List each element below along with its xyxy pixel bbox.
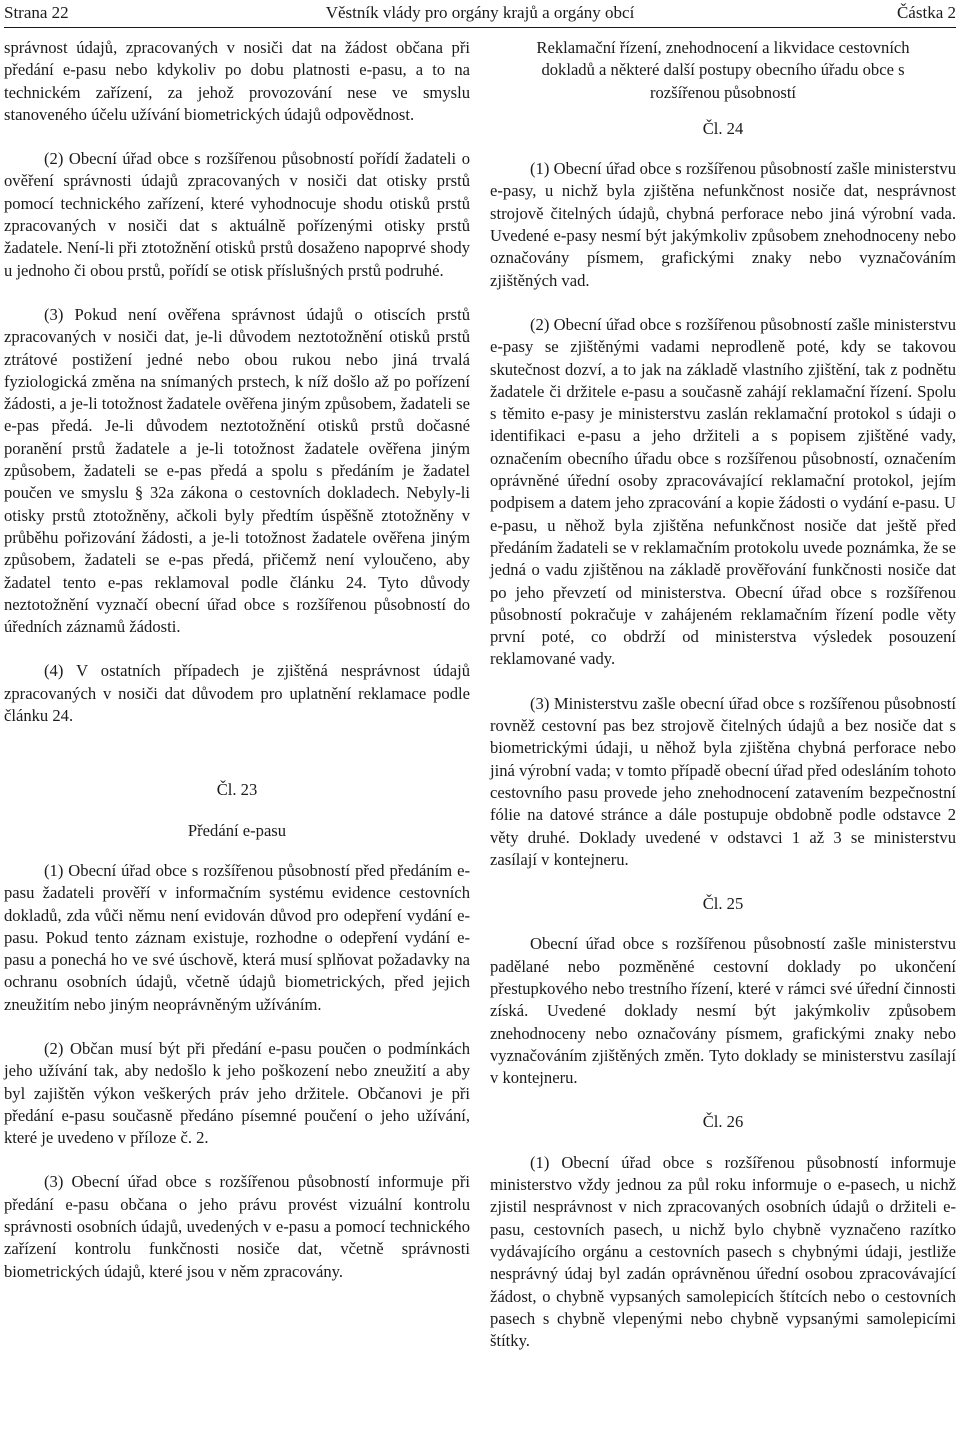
left-column [4,37,470,1305]
article-25-heading: Čl. 25 [702,894,744,914]
article-26-heading: Čl. 26 [702,1112,744,1132]
paragraph-22-4: (4) V ostatních případech je zjištěná nesprávnost údajů zpracovaných v nosiči dat důvodem pro uplatnění reklamace podle článku 24. [4,661,470,726]
issue-number: Částka 2 [896,3,956,22]
paragraph-24-3: (3) Ministerstvu zašle obecní úřad obce s rozšířenou působností rovněž cestovní pas bez strojově čitelných údajů a bez nosiče dat s biometrickými údaji, u něhož byla zjištěna chybná perforace nebo jiná výrobní vada; v tomto případě obecní úřad před odesláním tohoto cestovního pasu provede jeho znehodnocení zatavením bezpečnostní fólie na datové stránce a dále postupuje obdobně podle odstavce 2 věty druhé. Doklady uvedené v odstavci 1 až 3 se ministerstvu zasílají v kontejneru. [490,693,956,869]
right-column [490,37,956,1374]
paragraph-23-1: (1) Obecní úřad obce s rozšířenou působností před předáním e-pasu žadateli prověří v informačním systému evidence cestovních dokladů, zda vůči němu není evidován důvod pro odepření vydání e-pasu. Pokud tento záznam existuje, rozhodne o odepření vydání e-pasu a ponechá ho ve své úschově, která musí splňovat požadavky na ochranu osobních údajů, včetně údajů biometrických, před jejich zneužitím nebo jiným neoprávněným užíváním. [4,860,470,1014]
page-header [0,0,960,30]
paragraph-23-2: (2) Občan musí být při předání e-pasu poučen o podmínkách jeho užívání tak, aby nedošlo k jeho poškození nebo zneužití a aby byl zajištěn výkon veškerých práv jeho držitele. Občanovi je při předání e-pasu současně předáno písemné poučení o jeho užívání, které je uvedeno v příloze č. 2. [4,1038,470,1148]
paragraph-23-3: (3) Obecní úřad obce s rozšířenou působností informuje při předání e-pasu občana o jeho právu provést vizuální kontrolu správnosti osobních údajů, uvedených v e-pasu a pomocí technického zařízení kontrolu funkčnosti nosiče dat, včetně správnosti biometrických údajů, které jsou v něm zpracovány. [4,1172,470,1281]
paragraph-22-3: (3) Pokud není ověřena správnost údajů o otiscích prstů zpracovaných v nosiči dat, je-li důvodem neztotožnění otisků prstů ztrátové postižení jedné nebo obou rukou nebo jiná trvalá fyziologická změna na snímaných prstech, k níž došlo až po pořízení žádosti, a je-li totožnost žadatele ověřena jiným způsobem, žadateli se e-pas předá. Je-li důvodem neztotožnění otisků prstů dočasné poranění prstů žadatele a je-li totožnost žadatele ověřena jiným způsobem, žadateli se e-pas předá a spolu s předáním je žadatel poučen ve smyslu § 32a zákona o cestovních dokladech. Nebyly-li otisky prstů ztotožněny, ačkoli byly předtím úspěšně ztotožněny v průběhu pořizování žádosti, a je-li totožnost žadatele ověřena jiným způsobem, žadateli se e-pas předá, přičemž není vyloučeno, aby žadatel tento e-pas reklamoval podle článku 24. Tyto důvody neztotožnění vyznačí obecní úřad obce s rozšířenou působností do úředních záznamů žádosti. [4,304,470,637]
paragraph-25: Obecní úřad obce s rozšířenou působností zašle ministerstvu padělané nebo pozměněné cestovní doklady po ukončení přestupkového nebo trestního řízení, které v rámci své úřední činnosti získá. Uvedené doklady nesmí být jakýmkoliv způsobem znehodnoceny nebo označovány písmem, grafickými znaky nebo vyznačováním zjištěných změn. Tyto doklady se ministerstvu zasílají v kontejneru. [490,934,956,1088]
article-23-heading: Čl. 23 [216,780,258,800]
section-title: Reklamační řízení, znehodnocení a likvidace cestovních dokladů a některé další postupy obecního úřadu obce s rozšířenou působností [536,38,910,102]
article-23-title: Předání e-pasu [187,820,287,840]
header-rule [4,27,956,28]
paragraph-24-1: (1) Obecní úřad obce s rozšířenou působností zašle ministerstvu e-pasy, u nichž byla zjištěna nefunkčnost nosiče dat, nesprávnost strojově čitelných údajů, chybná perforace nebo jiná výrobní vada. Uvedené e-pasy nesmí být jakýmkoliv způsobem znehodnoceny nebo označovány písmem, grafickými znaky nebo vyznačováním zjištěných vad. [490,159,956,290]
paragraph-continued: správnost údajů, zpracovaných v nosiči dat na žádost občana při předání e-pasu nebo kdykoliv po dobu platnosti e-pasu, a to na technickém zařízení, za jehož provozování nese ve smyslu stanoveného účelu užívání biometrických údajů odpovědnost. [4,38,470,124]
page-number: Strana 22 [4,3,69,22]
paragraph-22-2: (2) Obecní úřad obce s rozšířenou působností pořídí žadateli o ověření správnosti údajů zpracovaných v nosiči dat otisky prstů pomocí technického zařízení, které vyhodnocuje shodu otisků prstů zpracovaných v nosiči dat s aktuálně pořízenými otisky prstů žadatele. Není-li při ztotožnění otisků prstů dosaženo napoprvé shody u jednoho či obou prstů, pořídí se otisk příslušných prstů podruhé. [4,149,470,280]
journal-title: Věstník vlády pro orgány krajů a orgány obcí [325,3,635,22]
spacer [4,749,470,779]
paragraph-24-2: (2) Obecní úřad obce s rozšířenou působností zašle ministerstvu e-pasy se zjištěnými vadami neprodleně poté, kdy se takovou skutečnost dozví, a to jak na základě vlastního zjištění, tak z podnětu žadatele či držitele e-pasu a současně zahájí reklamační řízení. Spolu s těmito e-pasy je ministerstvu zaslán reklamační protokol s údaji o identifikaci e-pasu a jeho držiteli a s popisem zjištěné vady, označením obecního úřadu obce s rozšířenou působností, označením oprávněné úřední osoby zpracovávající reklamační protokol, jejím podpisem a datem jeho zpracování a kopie žádosti o vydání e-pasu. U e-pasu, u něhož byla zjištěna nefunkčnost nosiče dat ještě před předáním žadateli se v reklamačním protokolu uvede poznámka, že se jedná o vadu zjištěnou na základě prověřování funkčnosti nosiče dat po jeho převzetí od ministerstva. Obecní úřad obce s rozšířenou působností pokračuje v zahájeném reklamačním řízení podle věty první poté, co obdrží od ministerstva výsledek posouzení reklamované vady. [490,314,956,669]
paragraph-26-1: (1) Obecní úřad obce s rozšířenou působností informuje ministerstvo vždy jednou za půl roku informuje o e-pasech, u nichž zjistil nesprávnost v nich zpracovaných osobních údajů o držiteli e-pasu, cestovních pasech, u nichž bylo chybně vyznačeno razítko vydávajícího orgánu a cestovních pasech s chybnými údaji, jestliže nesprávný údaj byl zadán oprávněnou úřední osobou zpracovávající žádost, o chybně vypsaných samolepicích štítcích nebo o cestovních pasech s chybně vlepenými nebo chybně vypsanými samolepicími štítky. [490,1152,956,1351]
article-24-heading: Čl. 24 [702,118,744,138]
